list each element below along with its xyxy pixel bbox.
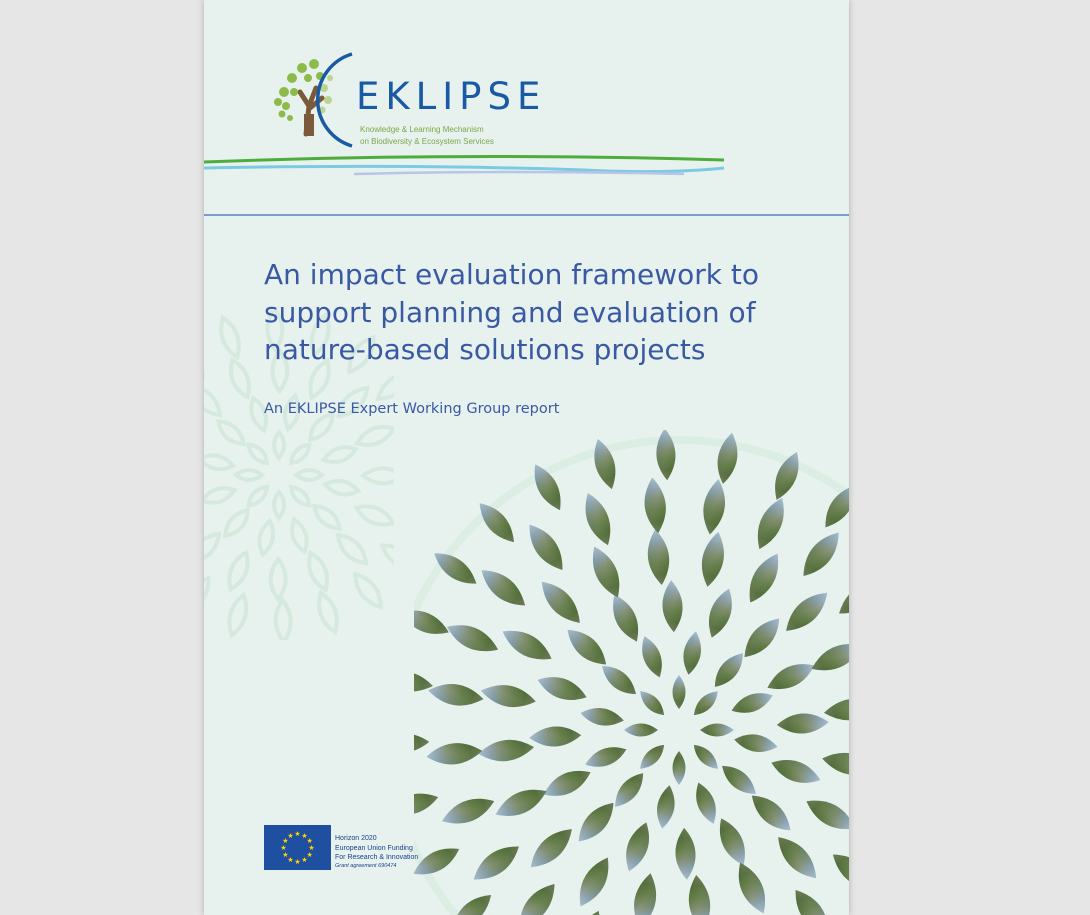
background-leaf: [245, 483, 270, 508]
background-leaf: [257, 520, 277, 556]
rosette-leaf: [807, 636, 849, 679]
background-leaf: [204, 338, 209, 380]
rosette-leaf: [673, 751, 686, 785]
background-leaf: [214, 416, 248, 448]
rosette-leaf: [740, 911, 780, 915]
rosette-leaf: [776, 712, 829, 735]
rosette-leaf: [673, 675, 686, 709]
rosette-leaf: [524, 821, 579, 874]
rosette-leaf: [801, 792, 849, 838]
background-leaf: [354, 421, 394, 450]
rosette-leaf: [609, 768, 650, 813]
background-leaf: [204, 420, 205, 449]
rosette-leaf: [833, 572, 849, 622]
background-leaf: [287, 483, 312, 508]
rosette-leaf: [635, 740, 668, 773]
rosette-leaf: [740, 911, 780, 915]
rosette-leaf: [629, 871, 660, 915]
report-title: An impact evaluation framework to support planning and evaluation of nature-based solutions projects: [264, 258, 760, 366]
rosette-leaf: [414, 732, 430, 753]
background-leaf: [274, 432, 284, 458]
rosette-leaf: [763, 656, 819, 696]
brand-tagline-line1: Knowledge & Learning Mechanism: [360, 125, 484, 134]
eu-star-icon: ★: [301, 856, 308, 865]
rosette-leaf: [823, 696, 849, 723]
rosette-leaf: [534, 575, 587, 630]
background-leaf: [296, 470, 322, 480]
rosette-leaf: [438, 791, 498, 831]
rosette-leaf: [642, 476, 669, 534]
rosette-leaf: [702, 585, 738, 641]
rosette-leaf: [566, 907, 608, 915]
eu-star-icon: ★: [282, 851, 289, 859]
eu-star-icon: ★: [282, 837, 289, 845]
rosette-leaf: [680, 630, 704, 676]
background-leaf: [314, 590, 342, 635]
background-leaf: [224, 549, 253, 592]
background-leaf: [324, 478, 360, 498]
rosette-leaf: [833, 572, 849, 622]
eu-star-icon: ★: [306, 837, 313, 845]
rosette-leaf: [717, 759, 762, 800]
rosette-leaf: [539, 763, 595, 803]
rosette-leaf: [708, 648, 749, 693]
rosette-leaf: [414, 841, 464, 882]
rosette-leaf: [837, 912, 849, 915]
background-leaf: [271, 559, 286, 599]
eu-star-icon: ★: [301, 831, 308, 840]
rosette-leaf: [479, 680, 538, 711]
rosette-leaf: [467, 838, 525, 888]
rosette-leaf: [414, 788, 441, 820]
rosette-leaf: [578, 489, 618, 549]
rosette-leaf: [731, 858, 774, 915]
background-leaf: [220, 506, 252, 540]
rosette-leaf: [582, 741, 629, 772]
rosette-leaf: [745, 788, 797, 838]
background-leaf: [204, 574, 215, 617]
grant-agreement: Grant agreement 690474: [335, 863, 397, 869]
background-leaf: [204, 381, 225, 420]
rosette-leaf: [795, 526, 847, 583]
rosette-leaf: [733, 731, 779, 755]
rosette-leaf: [686, 874, 713, 915]
background-leaf: [236, 470, 262, 480]
background-leaf: [304, 550, 333, 593]
funding-line2: European Union Funding: [335, 845, 413, 852]
rosette-leaf: [768, 753, 824, 789]
funding-program: Horizon 2020: [335, 835, 377, 842]
rosette-leaf: [571, 852, 617, 911]
report-subtitle: An EKLIPSE Expert Working Group report: [264, 401, 560, 417]
rosette-leaf: [585, 542, 628, 602]
rosette-leaf: [425, 740, 483, 767]
rosette-leaf: [566, 907, 608, 915]
rosette-leaf: [561, 622, 613, 672]
background-leaf: [245, 441, 270, 466]
rosette-leaf: [699, 478, 729, 537]
background-leaf: [225, 357, 254, 400]
background-leaf: [322, 443, 358, 466]
brand-tagline-line2: on Biodiversity & Ecosystem Services: [360, 137, 494, 146]
rosette-leaf: [443, 617, 503, 659]
rosette-leaf: [579, 705, 625, 729]
rosette-leaf: [529, 725, 582, 748]
rosette-leaf: [597, 660, 642, 701]
eu-star-icon: ★: [287, 831, 294, 840]
background-leaf: [349, 569, 387, 611]
eu-star-icon: ★: [294, 858, 301, 866]
header-divider: [204, 214, 849, 216]
eu-star-icon: ★: [280, 844, 287, 852]
rosette-leaf: [491, 782, 551, 825]
rosette-leaf: [690, 780, 721, 827]
rosette-leaf: [635, 686, 668, 719]
rosette-leaf: [712, 814, 752, 870]
background-leaf: [204, 484, 236, 507]
rosette-leaf: [654, 784, 678, 830]
rosette-leaf: [779, 585, 834, 638]
rosette-leaf: [674, 827, 697, 880]
rosette-leaf: [645, 528, 672, 586]
background-leaf: [275, 600, 291, 640]
rosette-leaf: [534, 670, 590, 706]
rosette-leaf: [475, 562, 532, 614]
rosette-leaf: [477, 737, 535, 764]
rosette-leaf: [741, 549, 787, 608]
eu-flag-icon: [264, 825, 331, 870]
eu-star-icon: ★: [287, 856, 294, 865]
rosette-leaf: [624, 724, 658, 737]
rosette-leaf: [787, 884, 837, 915]
background-leaf: [373, 367, 394, 405]
rosette-leaf: [571, 796, 621, 848]
eu-star-icon: ★: [294, 830, 301, 838]
rosette-leaf: [661, 580, 684, 633]
rosette-leaf: [729, 687, 776, 718]
logo-swoosh-lines: [204, 150, 734, 182]
rosette-leaf: [636, 633, 667, 680]
rosette-leaf: [427, 680, 486, 710]
eu-star-icon: ★: [308, 844, 315, 852]
rosette-leaf: [826, 846, 849, 898]
rosette-leaf: [700, 724, 734, 737]
background-leaf: [204, 453, 234, 473]
rosette-leaf: [511, 877, 563, 915]
background-leaf: [225, 593, 251, 638]
brand-name: EKLIPSE: [356, 75, 547, 118]
rosette-leaf: [770, 830, 823, 885]
eu-star-icon: ★: [306, 851, 313, 859]
funding-line3: For Research & Innovation: [335, 854, 419, 861]
rosette-leaf: [697, 530, 728, 589]
background-leaf: [378, 539, 394, 575]
background-leaf: [216, 315, 244, 360]
rosette-leaf: [737, 612, 787, 664]
background-leaf: [288, 518, 311, 554]
rosette-leaf: [619, 819, 655, 875]
rosette-leaf: [837, 912, 849, 915]
background-leaf: [333, 530, 372, 569]
rosette-leaf: [820, 748, 849, 779]
background-leaf: [353, 501, 394, 530]
rosette-leaf: [750, 494, 792, 554]
background-leaf: [287, 441, 312, 466]
background-leaf: [310, 501, 344, 533]
rosette-leaf: [689, 686, 722, 719]
leaf-rosette-photo: [414, 430, 849, 915]
report-cover: [204, 0, 849, 915]
rosette-leaf: [605, 590, 645, 646]
background-leaf: [204, 529, 224, 568]
rosette-leaf: [521, 518, 571, 576]
rosette-leaf: [498, 622, 557, 668]
rosette-leaf: [689, 740, 722, 773]
background-leaf: [363, 468, 394, 483]
background-leaf: [274, 492, 284, 518]
